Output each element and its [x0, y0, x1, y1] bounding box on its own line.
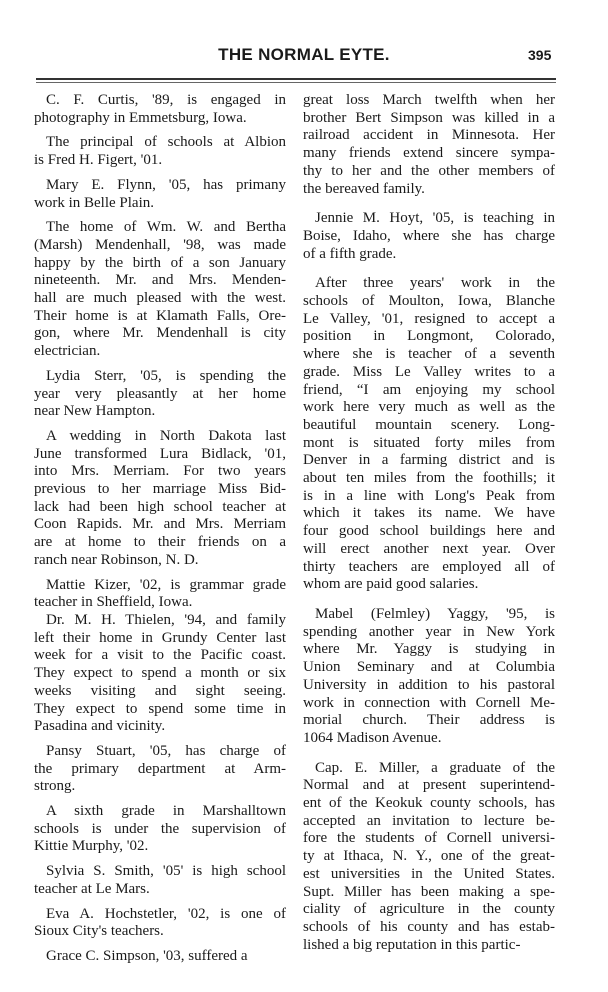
- text-line: University in addition to his pastoral: [303, 676, 555, 693]
- news-item: [34, 428, 286, 570]
- text-line: strong.: [34, 778, 76, 795]
- text-line: Kittie Murphy, '02.: [34, 838, 149, 855]
- text-line: After three years' work in the: [315, 275, 555, 292]
- text-line: The home of Wm. W. and Bertha: [46, 219, 286, 236]
- text-line: (Marsh) Mendenhall, '98, was made: [34, 236, 286, 253]
- text-line: ty at Ithaca, N. Y., one of the great-: [303, 848, 555, 865]
- text-line: near New Hampton.: [34, 403, 156, 420]
- text-line: Supt. Miller has been making a spe-: [303, 883, 555, 900]
- text-line: many friends extend sincere sympa-: [303, 145, 555, 162]
- text-line: is Fred H. Figert, '01.: [34, 152, 163, 169]
- text-line: brother Bert Simpson was killed in a: [303, 109, 555, 126]
- text-line: left their home in Grundy Center last: [34, 629, 286, 646]
- text-line: are at home to their friends on a: [34, 534, 286, 551]
- page-number: 395: [528, 47, 552, 63]
- text-line: 1064 Madison Avenue.: [303, 729, 442, 746]
- journal-title: THE NORMAL EYTE.: [218, 45, 390, 64]
- text-line: Pansy Stuart, '05, has charge of: [46, 742, 286, 759]
- text-line: ranch near Robinson, N. D.: [34, 551, 199, 568]
- text-line: friend, “I am enjoying my school: [303, 381, 555, 398]
- news-item: [34, 906, 286, 941]
- text-line: whom are paid good salaries.: [303, 576, 479, 593]
- news-item: [303, 275, 555, 594]
- right-column: [303, 92, 555, 954]
- text-line: ent of the Keokuk county schools, has: [303, 795, 555, 812]
- text-line: Coon Rapids. Mr. and Mrs. Merriam: [34, 516, 286, 533]
- left-column: [34, 92, 286, 966]
- text-line: morial church. Their address is: [303, 712, 555, 729]
- text-line: fore the students of Cornell universi-: [303, 830, 555, 847]
- text-line: mont is situated forty miles from: [303, 434, 555, 451]
- text-line: gon, where Mr. Mendenhall is city: [34, 325, 286, 342]
- news-item: [34, 948, 286, 966]
- text-line: teacher at Le Mars.: [34, 880, 150, 897]
- text-line: where Mr. Yaggy is studying in: [303, 641, 555, 658]
- text-line: spending another year in New York: [303, 623, 555, 640]
- text-line: hall are much pleased with the west.: [34, 290, 286, 307]
- text-line: is in a line with Long's Peak from: [303, 487, 555, 504]
- text-line: Grace C. Simpson, '03, suffered a: [46, 947, 248, 964]
- text-line: thirty teachers are employed all of: [303, 558, 555, 575]
- news-item: [303, 760, 555, 955]
- news-item: [34, 743, 286, 796]
- text-line: schools of his county and has estab-: [303, 918, 555, 935]
- text-line: beautiful mountain scenery. Long-: [303, 416, 555, 433]
- text-line: position in Longmont, Colorado,: [303, 328, 555, 345]
- text-line: great loss March twelfth when her: [303, 92, 555, 108]
- text-line: They expect to spend some time in: [34, 700, 286, 717]
- text-line: A sixth grade in Marshalltown: [46, 803, 286, 820]
- news-item: [34, 134, 286, 169]
- text-line: the primary department at Arm-: [34, 760, 286, 777]
- text-line: June transformed Lura Bidlack, '01,: [34, 445, 286, 462]
- text-line: thy to her and the other members of: [303, 162, 555, 179]
- text-line: Mary E. Flynn, '05, has primany: [46, 176, 286, 193]
- text-line: They expect to spend a month or six: [34, 665, 286, 682]
- text-line: Normal and at present superintend-: [303, 777, 555, 794]
- text-line: railroad accident in Minnesota. Her: [303, 127, 555, 144]
- news-item: [34, 863, 286, 898]
- text-line: Dr. M. H. Thielen, '94, and family: [46, 611, 286, 628]
- text-line: photography in Emmetsburg, Iowa.: [34, 109, 247, 126]
- text-line: grade. Miss Le Valley writes to a: [303, 363, 555, 380]
- news-item: [34, 219, 286, 361]
- text-line: previous to her marriage Miss Bid-: [34, 481, 286, 498]
- news-item: [303, 92, 555, 198]
- text-line: Sylvia S. Smith, '05' is high school: [46, 863, 286, 880]
- text-line: schools is under the supervision of: [34, 820, 286, 837]
- text-line: Mattie Kizer, '02, is grammar grade: [46, 576, 286, 593]
- text-line: four good school buildings here and: [303, 523, 555, 540]
- text-line: Sioux City's teachers.: [34, 923, 164, 940]
- news-item: [34, 177, 286, 212]
- news-item: [34, 368, 286, 421]
- news-item: [303, 606, 555, 748]
- text-line: Eva A. Hochstetler, '02, is one of: [46, 905, 286, 922]
- text-line: will erect another next year. Over: [303, 540, 555, 557]
- text-line: Lydia Sterr, '05, is spending the: [46, 367, 286, 384]
- text-line: Denver in a farming district and is: [303, 452, 555, 469]
- text-line: which it takes its name. We have: [303, 505, 555, 522]
- text-line: schools of Moulton, Iowa, Blanche: [303, 293, 555, 310]
- text-line: the bereaved family.: [303, 180, 425, 197]
- text-line: accepted an invitation to lecture be-: [303, 812, 555, 829]
- text-line: teacher in Sheffield, Iowa.: [34, 594, 193, 611]
- text-line: Cap. E. Miller, a graduate of the: [315, 759, 555, 776]
- news-item: [303, 210, 555, 263]
- text-line: happy by the birth of a son January: [34, 254, 286, 271]
- text-line: nineteenth. Mr. and Mrs. Menden-: [34, 272, 286, 289]
- text-line: Union Seminary and at Columbia: [303, 659, 555, 676]
- text-line: Their home is at Klamath Falls, Ore-: [34, 307, 286, 324]
- text-line: of a fifth grade.: [303, 245, 397, 262]
- text-line: work in connection with Cornell Me-: [303, 694, 555, 711]
- text-line: weeks visiting and sight seeing.: [34, 682, 286, 699]
- text-line: A wedding in North Dakota last: [46, 427, 286, 444]
- text-line: year very pleasantly at her home: [34, 385, 286, 402]
- news-item: [34, 803, 286, 856]
- text-line: Boise, Idaho, where she has charge: [303, 227, 555, 244]
- text-line: The principal of schools at Albion: [46, 134, 286, 151]
- text-line: C. F. Curtis, '89, is engaged in: [46, 92, 286, 108]
- text-line: Mabel (Felmley) Yaggy, '95, is: [315, 605, 555, 622]
- news-item: [34, 612, 286, 736]
- text-line: into Mrs. Merriam. For two years: [34, 463, 286, 480]
- text-line: lished a big reputation in this partic-: [303, 936, 521, 953]
- text-line: work here very much as well as the: [303, 399, 555, 416]
- text-line: est universities in the United States.: [303, 865, 555, 882]
- text-line: lack had been high school teacher at: [34, 498, 286, 515]
- text-line: about ten miles from the foothills; it: [303, 470, 555, 487]
- news-item: [34, 577, 286, 612]
- text-line: week for a visit to the Pacific coast.: [34, 647, 286, 664]
- text-line: where she is teacher of a seventh: [303, 346, 555, 363]
- text-line: Pasadina and vicinity.: [34, 718, 166, 735]
- text-line: electrician.: [34, 343, 101, 360]
- text-line: work in Belle Plain.: [34, 194, 154, 211]
- news-item: [34, 92, 286, 127]
- text-line: Le Valley, '01, resigned to accept a: [303, 310, 555, 327]
- text-line: ciality of agriculture in the county: [303, 901, 555, 918]
- text-line: Jennie M. Hoyt, '05, is teaching in: [315, 210, 555, 227]
- header-rule: [36, 78, 556, 83]
